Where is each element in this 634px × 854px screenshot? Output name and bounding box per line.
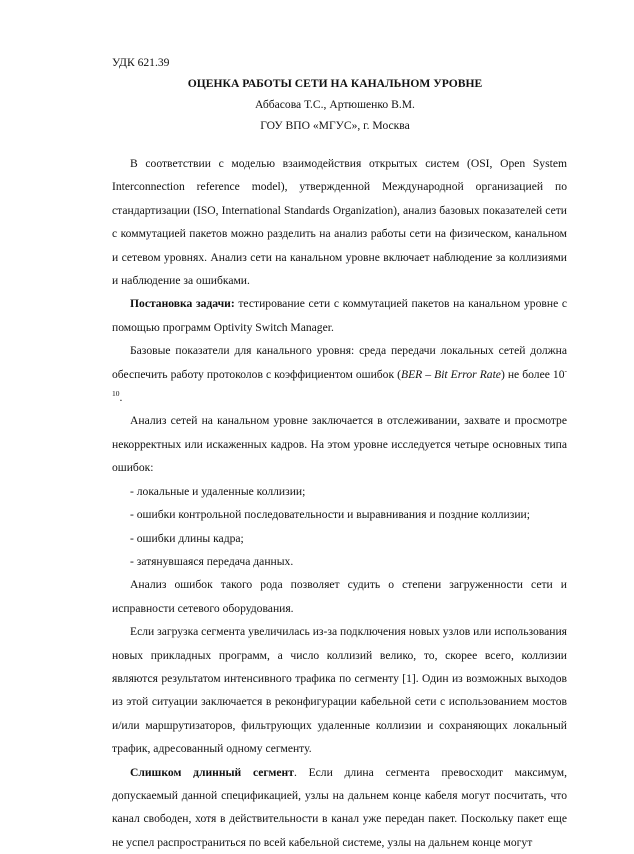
task-text: тестирование сети с коммутацией пакетов на канальном уровне с помощью программ Optivity Switch Manager.	[112, 297, 567, 334]
list-item: - ошибки контрольной последовательности и выравнивания и поздние коллизии;	[130, 508, 530, 522]
paragraph-long-segment	[112, 761, 567, 854]
paragraph-segment-load: Если загрузка сегмента увеличилась из-за подключения новых узлов или использования новых прикладных программ, а число коллизий велико, то, скорее всего, коллизии являются результатом интенсивного трафика по сегменту [1]. Один из возможных выходов из этой ситуации заключается в реконфигурации кабельной сети с использованием мостов и/или маршрутизаторов, фильтрующих удаленные коллизии и сохраняющих локальный трафик, адресованный одному сегменту.	[112, 625, 567, 756]
task-heading: Постановка задачи:	[130, 297, 235, 311]
list-item: - локальные и удаленные коллизии;	[130, 484, 306, 498]
list-item: - ошибки длины кадра;	[130, 531, 244, 545]
paragraph-intro: В соответствии с моделью взаимодействия открытых систем (OSI, Open System Interconnection reference model), утвержденной Международной организацией по стандартизации (ISO, International Standards Organization), анализ базовых показателей сети с коммутацией пакетов можно разделить на анализ работы сети на физическом, канальном и сетевом уровнях. Анализ сети на канальном уровне включает наблюдение за коллизиями и наблюдение за ошибками.	[112, 157, 567, 288]
ber-term: BER – Bit Error Rate	[401, 367, 501, 381]
long-segment-text: . Если длина сегмента превосходит максимум, допускаемый данной спецификацией, узлы на дальнем конце кабеля могут посчитать, что канал свободен, хотя в действительности в канал уже передан пакет. Поскольку пакет еще не успел распространиться по всей кабельной системе, узлы на дальнем конце могут	[112, 765, 567, 849]
article-body	[112, 152, 567, 854]
paragraph-task	[112, 292, 567, 339]
list-item: - затянувшаяся передача данных.	[130, 554, 294, 568]
udc-code: УДК 621.39	[112, 56, 170, 69]
ber-text-a: Базовые показатели для канального уровня: среда передачи локальных сетей должна обеспечить работу протоколов с коэффициентом ошибок (	[112, 344, 567, 381]
paper-title: ОЦЕНКА РАБОТЫ СЕТИ НА КАНАЛЬНОМ УРОВНЕ	[187, 77, 483, 90]
affiliation: ГОУ ВПО «МГУС», г. Москва	[260, 119, 410, 132]
paragraph-analysis: Анализ сетей на канальном уровне заключается в отслеживании, захвате и просмотре некорректных или искаженных кадров. На этом уровне исследуется четыре основных типа ошибок:	[112, 414, 567, 475]
ber-text-b: ) не более 10	[500, 367, 565, 381]
long-segment-heading: Слишком длинный сегмент	[130, 765, 294, 779]
paragraph-errors: Анализ ошибок такого рода позволяет судить о степени загруженности сети и исправности сетевого оборудования.	[112, 578, 567, 615]
ber-text-c: .	[119, 391, 123, 405]
authors: Аббасова Т.С., Артюшенко В.М.	[255, 98, 415, 111]
ber-exponent: -10	[112, 365, 567, 399]
paragraph-ber	[112, 339, 567, 409]
